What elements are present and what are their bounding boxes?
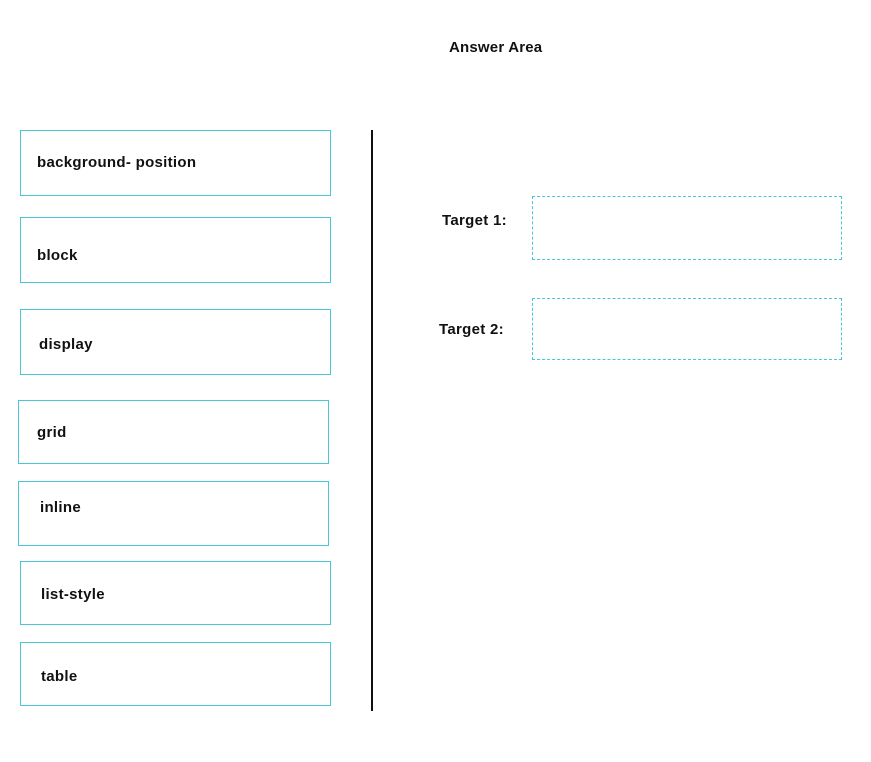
choice-grid[interactable]	[18, 400, 329, 464]
target-1-label: Target 1:	[442, 212, 507, 229]
answer-area-title: Answer Area	[449, 39, 543, 56]
choice-label: list-style	[41, 586, 105, 603]
choice-label: inline	[40, 499, 81, 516]
target-2-drop-zone[interactable]	[532, 298, 842, 360]
target-2-label: Target 2:	[439, 321, 504, 338]
choice-table[interactable]	[20, 642, 331, 706]
vertical-divider	[371, 130, 373, 711]
choice-label: block	[37, 247, 78, 264]
choice-label: grid	[37, 424, 67, 441]
choice-background-position[interactable]	[20, 130, 331, 196]
choice-label: display	[39, 336, 93, 353]
choice-label: table	[41, 668, 78, 685]
choice-display[interactable]	[20, 309, 331, 375]
choice-label: background- position	[37, 154, 197, 171]
choice-block[interactable]	[20, 217, 331, 283]
choice-inline[interactable]	[18, 481, 329, 546]
target-1-drop-zone[interactable]	[532, 196, 842, 260]
choice-list-style[interactable]	[20, 561, 331, 625]
